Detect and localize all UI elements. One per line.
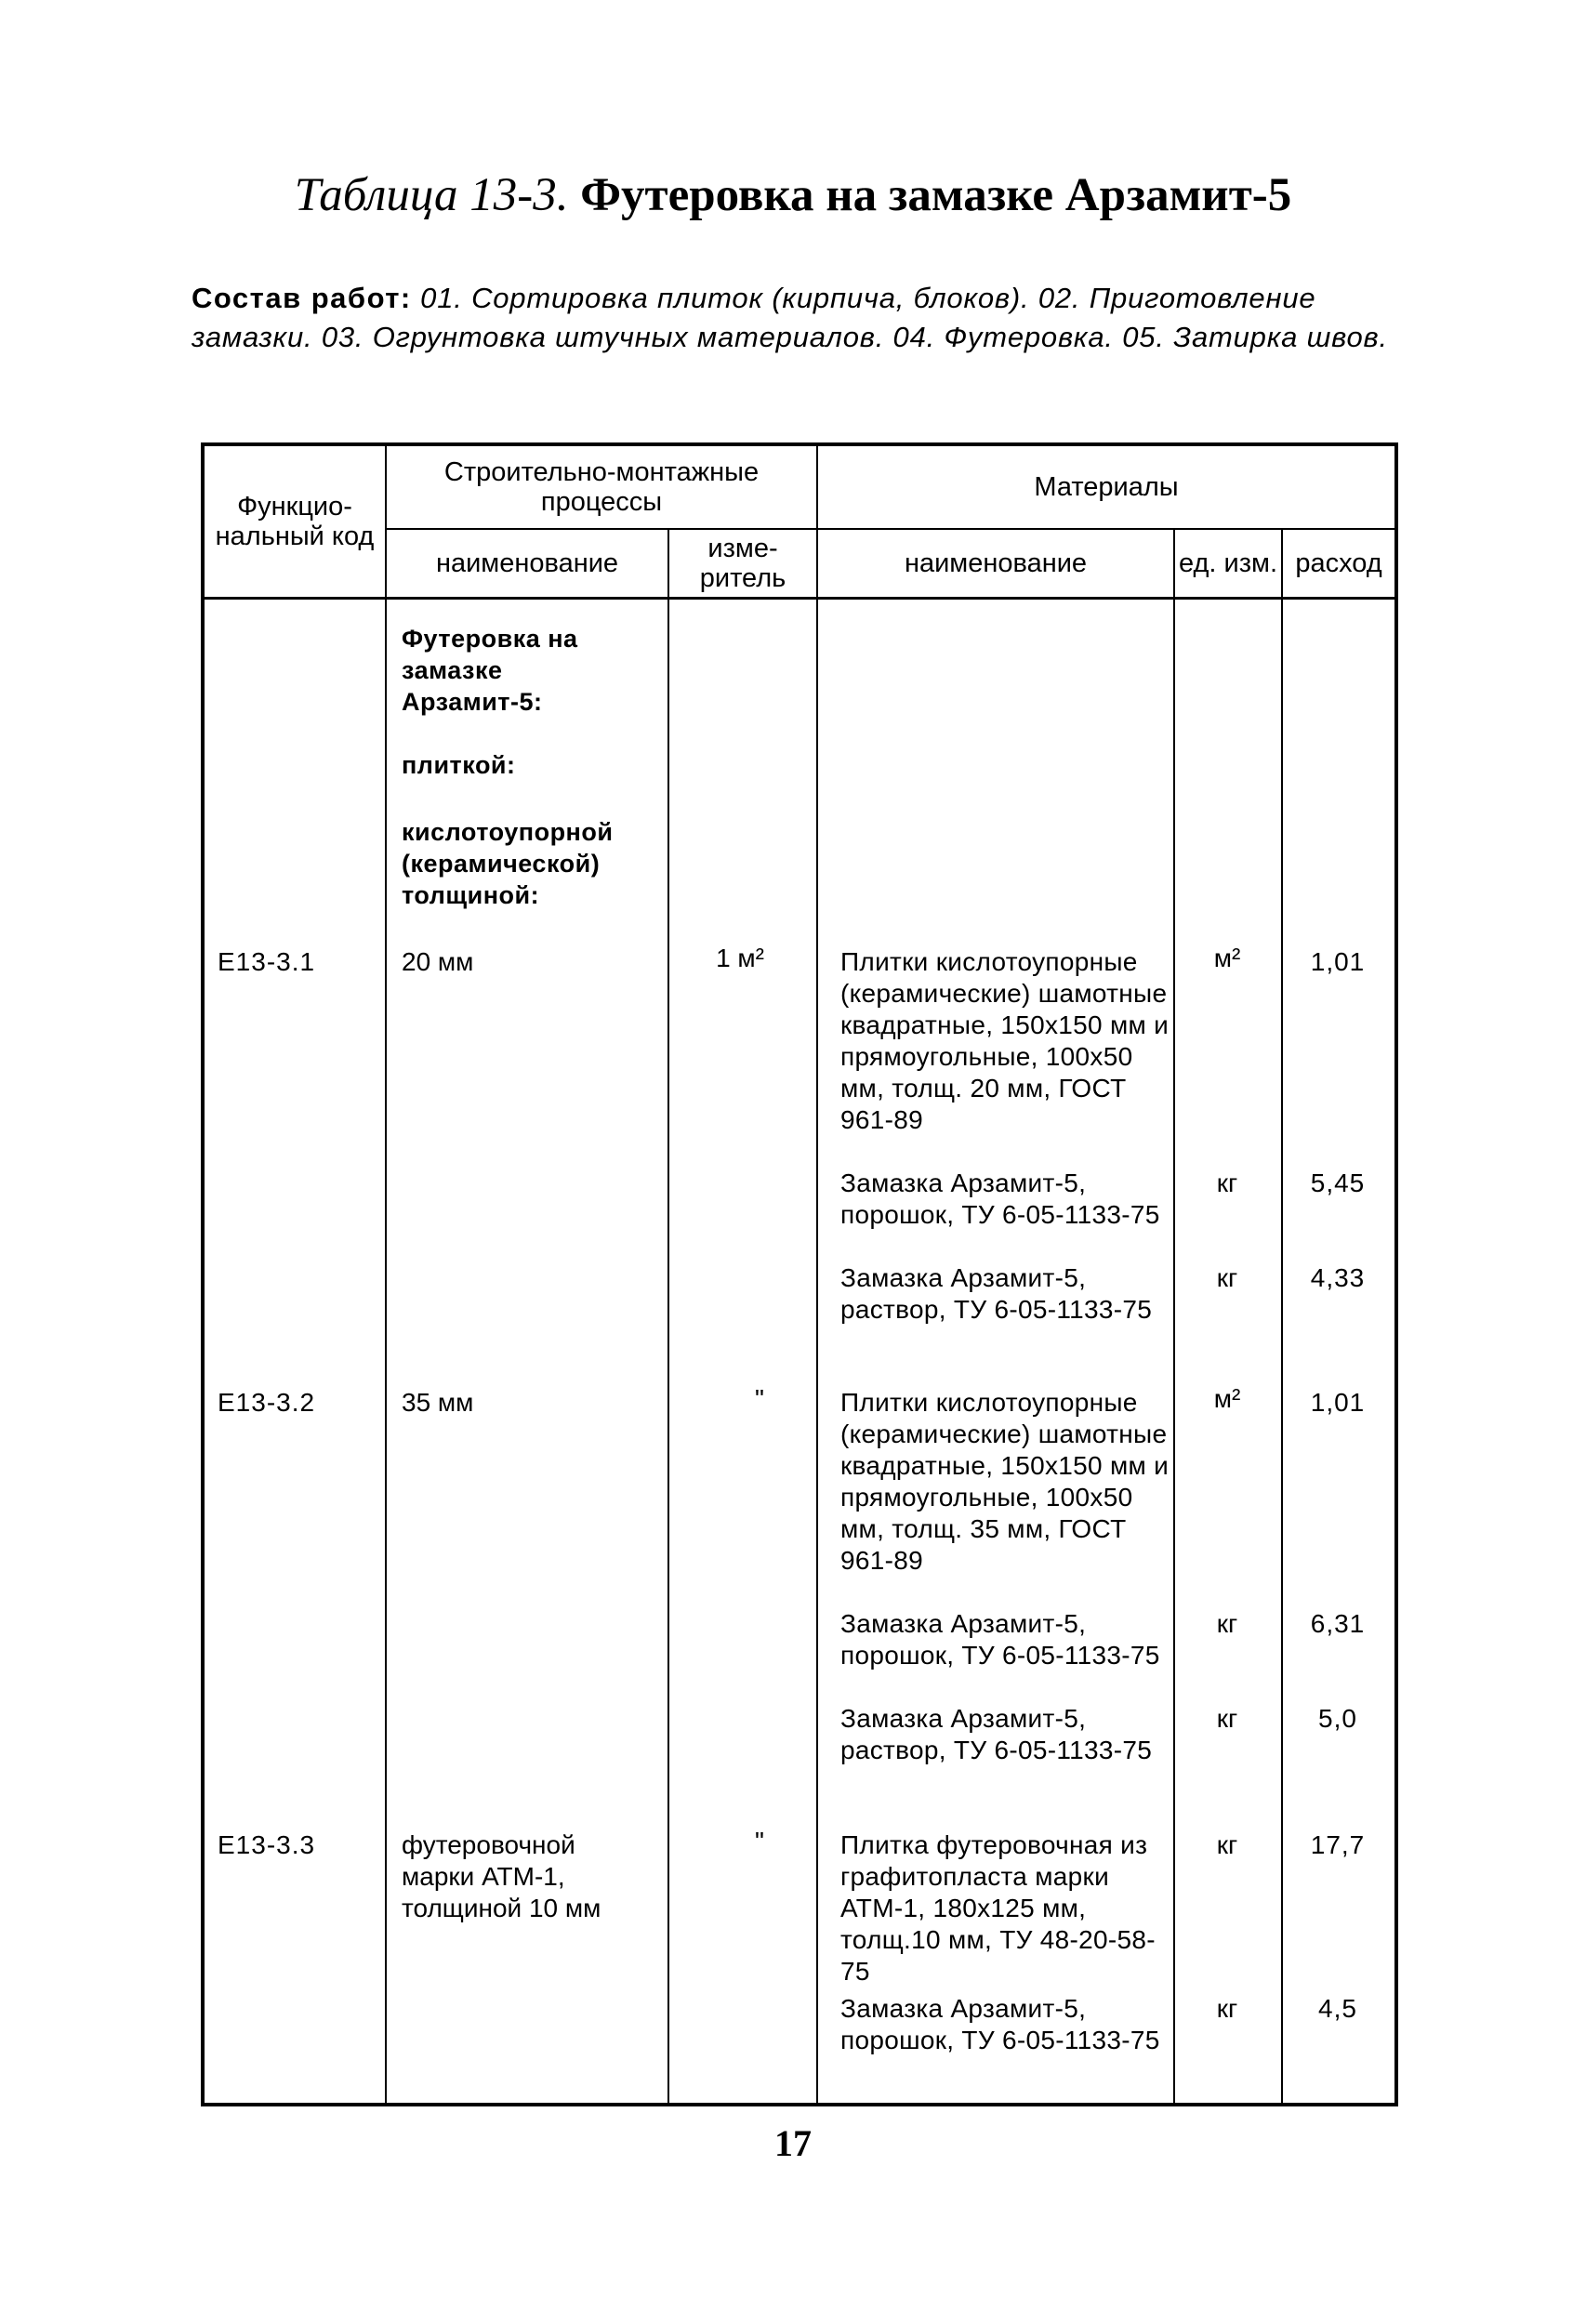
row-code: Е13-3.3 xyxy=(218,1830,316,1859)
work-composition xyxy=(192,279,1400,357)
subsection-heading: кислотоупорной (керамической) толщиной: xyxy=(402,818,614,909)
material-name: Плитка футеровочная из графитопласта марки АТМ-1, 180х125 мм, толщ.10 мм, ТУ 48-20-58-75 xyxy=(840,1830,1156,1986)
header-material-name: наименование xyxy=(904,548,1088,578)
material-name: Плитки кислотоупорные (керамические) шамотные квадратные, 150х150 мм и прямоугольные, 100х50 мм, толщ. 35 мм, ГОСТ 961-89 xyxy=(840,1388,1170,1575)
material-qty: 4,5 xyxy=(1318,1994,1357,2023)
material-unit: м² xyxy=(1213,1384,1241,1413)
material-qty: 6,31 xyxy=(1310,1609,1366,1638)
material-unit: кг xyxy=(1216,1609,1238,1638)
row-process: 35 мм xyxy=(402,1388,474,1417)
row-process: 20 мм xyxy=(402,947,474,976)
section-heading: Футеровка на замазке Арзамит-5: xyxy=(402,625,578,716)
material-name: Замазка Арзамит-5, порошок, ТУ 6-05-1133-75 xyxy=(840,1169,1160,1229)
material-qty: 5,0 xyxy=(1318,1704,1357,1733)
row-code: Е13-3.1 xyxy=(218,947,316,976)
col-divider xyxy=(816,446,818,2103)
row-code: Е13-3.2 xyxy=(218,1388,316,1417)
table-number: Таблица 13-3. xyxy=(294,169,569,221)
material-name: Замазка Арзамит-5, порошок, ТУ 6-05-1133-75 xyxy=(840,1994,1160,2054)
material-unit: м² xyxy=(1213,944,1241,972)
work-composition-label: Состав работ: xyxy=(192,282,412,314)
material-name: Замазка Арзамит-5, раствор, ТУ 6-05-1133-75 xyxy=(840,1704,1153,1764)
header-code: Функцио-нальный код xyxy=(215,492,375,551)
header-processes: Строительно-монтажные процессы xyxy=(443,457,760,517)
material-unit: кг xyxy=(1216,1169,1238,1197)
material-unit: кг xyxy=(1216,1994,1238,2023)
material-name: Плитки кислотоупорные (керамические) шамотные квадратные, 150х150 мм и прямоугольные, 100х50 мм, толщ. 20 мм, ГОСТ 961-89 xyxy=(840,947,1170,1134)
material-unit: кг xyxy=(1216,1704,1238,1733)
material-qty: 1,01 xyxy=(1310,947,1366,976)
header-measure: изме-ритель xyxy=(699,534,786,593)
norms-table xyxy=(201,442,1398,2106)
material-unit: кг xyxy=(1216,1830,1238,1859)
table-title xyxy=(0,167,1586,223)
subsection-heading: плиткой: xyxy=(402,751,516,779)
table-name: Футеровка на замазке Арзамит-5 xyxy=(580,169,1292,221)
material-qty: 5,45 xyxy=(1310,1169,1366,1197)
row-process: футеровочной марки АТМ-1, толщиной 10 мм xyxy=(402,1830,601,1922)
material-qty: 4,33 xyxy=(1310,1263,1366,1292)
row-measure: " xyxy=(755,1827,764,1855)
header-process-name: наименование xyxy=(435,548,619,578)
col-divider xyxy=(385,446,387,2103)
material-name: Замазка Арзамит-5, порошок, ТУ 6-05-1133-75 xyxy=(840,1609,1160,1670)
header-materials: Материалы xyxy=(1034,472,1179,502)
header-bottom-line xyxy=(205,597,1394,600)
header-unit: ед. изм. xyxy=(1178,548,1278,578)
col-divider xyxy=(667,528,669,2103)
header-consumption: расход xyxy=(1295,548,1382,578)
work-composition-text: 01. Сортировка плиток (кирпича, блоков). 02. Приготовление замазки. 03. Огрунтовка штучных материалов. 04. Футеровка. 05. Затирка швов. xyxy=(192,282,1388,353)
page-number: 17 xyxy=(774,2122,812,2164)
material-qty: 1,01 xyxy=(1310,1388,1366,1417)
material-qty: 17,7 xyxy=(1310,1830,1366,1859)
material-unit: кг xyxy=(1216,1263,1238,1292)
material-name: Замазка Арзамит-5, раствор, ТУ 6-05-1133-75 xyxy=(840,1263,1153,1324)
row-measure: " xyxy=(755,1384,764,1413)
row-measure: 1 м² xyxy=(716,944,764,972)
col-divider xyxy=(1281,528,1283,2103)
